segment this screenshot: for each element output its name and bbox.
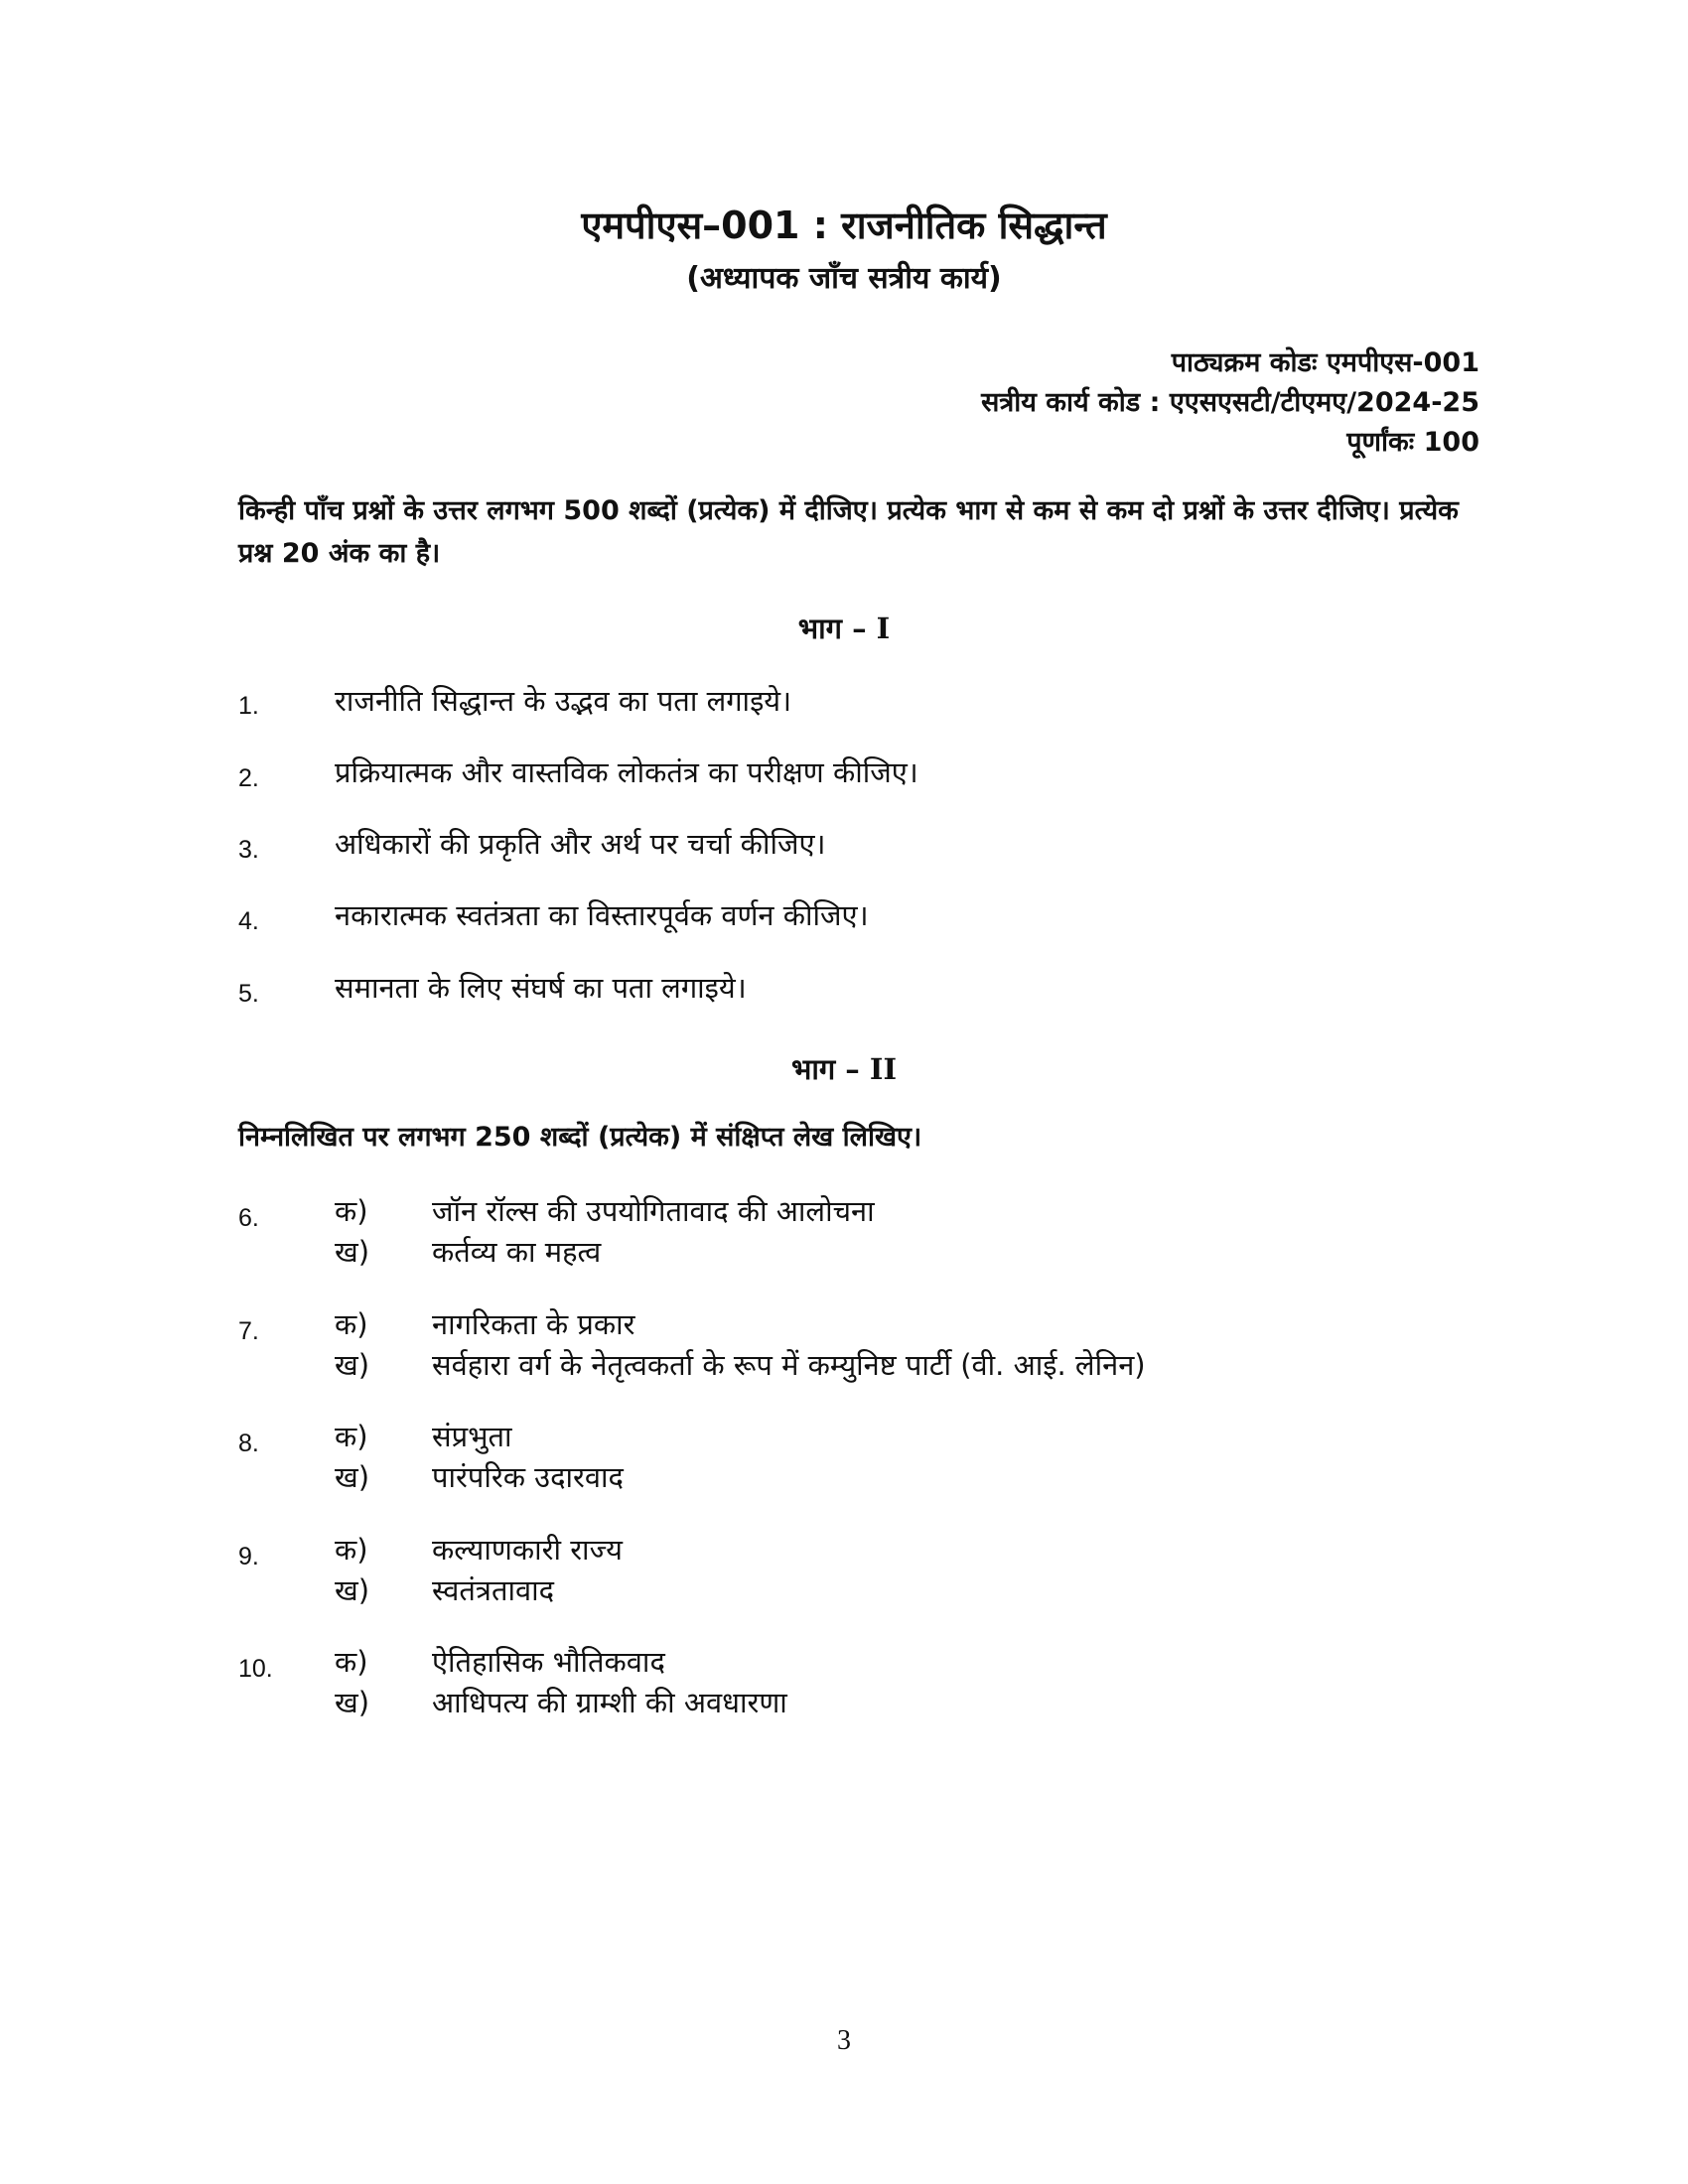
sub-question-label: ख) — [335, 1460, 370, 1494]
question-number: 10. — [238, 1655, 273, 1683]
question-number: 6. — [238, 1204, 259, 1232]
sub-question-label: ख) — [335, 1348, 370, 1382]
sub-question-text: कर्तव्य का महत्व — [432, 1235, 602, 1269]
sub-question-text: जॉन रॉल्स की उपयोगितावाद की आलोचना — [432, 1194, 875, 1228]
question-text: अधिकारों की प्रकृति और अर्थ पर चर्चा कीजिए। — [335, 827, 826, 861]
question-text: समानता के लिए संघर्ष का पता लगाइये। — [335, 971, 747, 1005]
question-text: नकारात्मक स्वतंत्रता का विस्तारपूर्वक वर्णन कीजिए। — [335, 898, 869, 932]
sub-question-label: ख) — [335, 1235, 370, 1269]
sub-question-label: ख) — [335, 1686, 370, 1719]
part-2-heading: भाग – II — [790, 1052, 898, 1086]
question-number: 4. — [238, 907, 259, 935]
question-number: 8. — [238, 1430, 259, 1457]
question-text: प्रक्रियात्मक और वास्तविक लोकतंत्र का परीक्षण कीजिए। — [335, 755, 918, 789]
question-number: 5. — [238, 980, 259, 1008]
document-subtitle: (अध्यापक जाँच सत्रीय कार्य) — [686, 261, 1002, 296]
document-title: एमपीएस–001 : राजनीतिक सिद्धान्त — [581, 204, 1107, 247]
sub-question-text: पारंपरिक उदारवाद — [432, 1460, 624, 1494]
max-marks: पूर्णांकः 100 — [1346, 427, 1479, 458]
assignment-code: सत्रीय कार्य कोड : एएसएसटी/टीएमए/2024-25 — [981, 387, 1479, 418]
sub-question-label: क) — [335, 1307, 368, 1341]
sub-question-text: सर्वहारा वर्ग के नेतृत्वकर्ता के रूप में कम्युनिष्ट पार्टी (वी. आई. लेनिन) — [432, 1348, 1146, 1382]
sub-question-text: स्वतंत्रतावाद — [432, 1573, 555, 1607]
sub-question-label: क) — [335, 1194, 368, 1228]
question-number: 7. — [238, 1317, 259, 1345]
sub-question-text: संप्रभुता — [432, 1420, 512, 1453]
sub-question-text: नागरिकता के प्रकार — [432, 1307, 635, 1341]
sub-question-label: ख) — [335, 1573, 370, 1607]
general-instructions: किन्ही पाँच प्रश्नों के उत्तर लगभग 500 शब्दों (प्रत्येक) में दीजिए। प्रत्येक भाग से कम से कम दो प्रश्नों के उत्तर दीजिए। प्रत्येक प्रश्न 20 अंक का है। — [238, 495, 1459, 569]
course-code: पाठ्यक्रम कोडः एमपीएस-001 — [1171, 347, 1479, 378]
sub-question-label: क) — [335, 1533, 368, 1567]
question-number: 1. — [238, 692, 259, 720]
question-number: 9. — [238, 1543, 259, 1570]
part-1-heading: भाग – I — [797, 612, 891, 645]
sub-question-text: आधिपत्य की ग्राम्शी की अवधारणा — [432, 1686, 787, 1719]
sub-question-text: कल्याणकारी राज्य — [432, 1533, 623, 1567]
question-text: राजनीति सिद्धान्त के उद्भव का पता लगाइये। — [335, 684, 792, 718]
question-number: 2. — [238, 764, 259, 792]
question-number: 3. — [238, 836, 259, 864]
sub-question-text: ऐतिहासिक भौतिकवाद — [432, 1645, 665, 1679]
sub-question-label: क) — [335, 1420, 368, 1453]
sub-question-label: क) — [335, 1645, 368, 1679]
page-number: 3 — [837, 2025, 851, 2056]
part-2-instruction: निम्नलिखित पर लगभग 250 शब्दों (प्रत्येक) में संक्षिप्त लेख लिखिए। — [238, 1122, 922, 1153]
